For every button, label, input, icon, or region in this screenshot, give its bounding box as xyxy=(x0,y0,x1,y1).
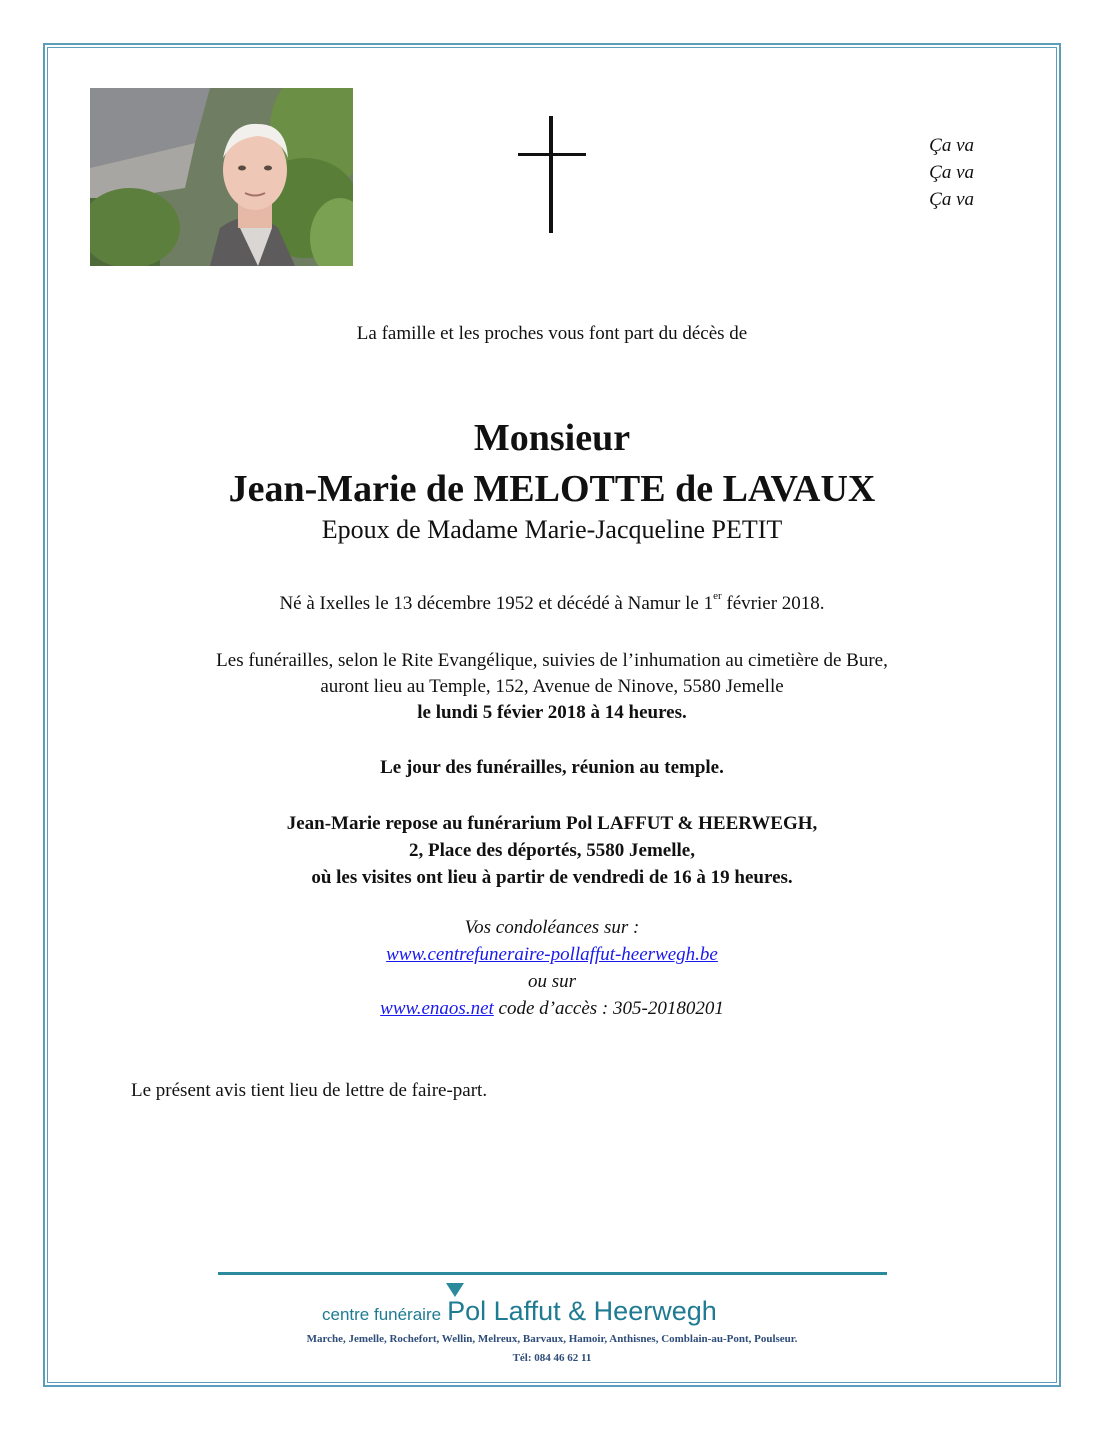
header-phrase: Ça va xyxy=(929,162,974,183)
deceased-title: Monsieur xyxy=(473,417,631,459)
footer-logo xyxy=(322,1296,717,1327)
condolences-link-enaos[interactable]: www.enaos.net xyxy=(380,998,494,1019)
ordinal-suffix: er xyxy=(713,590,722,602)
footer-phone: Tél: 084 46 62 11 xyxy=(512,1352,592,1364)
portrait-photo xyxy=(90,88,353,266)
access-code: code d’accès : 305-20180201 xyxy=(493,998,724,1019)
announcement: La famille et les proches vous font part du décès de xyxy=(356,323,748,344)
footer-brand-name: Pol Laffut & Heerwegh xyxy=(447,1296,717,1326)
funeral-datetime: le lundi 5 févier 2018 à 14 heures. xyxy=(417,702,687,723)
header-phrase: Ça va xyxy=(929,135,974,156)
deceased-name-block xyxy=(50,413,1054,515)
funeral-details xyxy=(50,648,1054,726)
condolences-link-centre[interactable]: www.centrefuneraire-pollaffut-heerwegh.be xyxy=(386,944,718,965)
header-phrase: Ça va xyxy=(929,189,974,210)
birth-death-text-end: février 2018. xyxy=(721,593,825,614)
repose-line: 2, Place des déportés, 5580 Jemelle, xyxy=(409,840,695,861)
spouse-line: Epoux de Madame Marie-Jacqueline PETIT xyxy=(321,515,783,544)
condolences-intro: Vos condoléances sur : xyxy=(464,917,640,938)
funeral-line: auront lieu au Temple, 152, Avenue de Ninove, 5580 Jemelle xyxy=(320,676,784,697)
footer-towns: Marche, Jemelle, Rochefort, Wellin, Melreux, Barvaux, Hamoir, Anthisnes, Comblain-au-Pont, Poulseur. xyxy=(306,1333,798,1345)
condolences-block xyxy=(50,914,1054,1022)
header-phrases xyxy=(929,132,974,213)
cross-icon xyxy=(518,116,586,233)
repose-line: Jean-Marie repose au funérarium Pol LAFFUT & HEERWEGH, xyxy=(286,813,818,834)
footer-brand-small: centre funéraire xyxy=(322,1305,442,1324)
birth-death-line xyxy=(50,590,1054,615)
notice-text: Le présent avis tient lieu de lettre de faire-part. xyxy=(131,1080,488,1101)
footer-divider xyxy=(218,1272,887,1275)
reunion-note: Le jour des funérailles, réunion au temple. xyxy=(380,757,724,778)
condolences-or: ou sur xyxy=(527,971,577,992)
birth-death-text: Né à Ixelles le 13 décembre 1952 et décédé à Namur le 1 xyxy=(279,593,714,614)
repose-line: où les visites ont lieu à partir de vendredi de 16 à 19 heures. xyxy=(311,867,793,888)
deceased-name: Jean-Marie de MELOTTE de LAVAUX xyxy=(228,468,876,510)
footer-triangle-icon xyxy=(446,1283,464,1297)
repose-details xyxy=(50,810,1054,891)
funeral-line: Les funérailles, selon le Rite Evangélique, suivies de l’inhumation au cimetière de Bure, xyxy=(216,650,888,671)
